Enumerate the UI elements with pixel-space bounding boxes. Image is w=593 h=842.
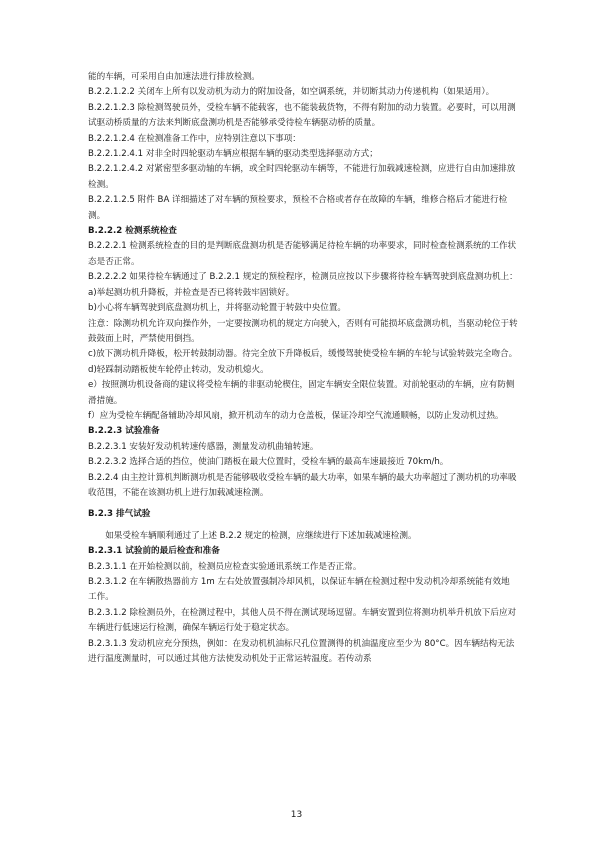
section-heading: B.2.2.2 检测系统检查 bbox=[88, 226, 177, 237]
list-item: e）按照测功机设备商的建议将受检车辆的非驱动轮楔住，固定车辆安全限位装置。对前轮驱动的车辆，应有防侧滑措施。 bbox=[88, 380, 515, 406]
list-item: d)轻踩制动踏板使车轮停止转动，发动机熄火。 bbox=[88, 364, 269, 375]
paragraph: B.2.2.2.1 检测系统检查的目的是判断底盘测功机是否能够满足待检车辆的功率要求，同时检查检测系统的工作状态是否正常。 bbox=[88, 241, 517, 267]
paragraph: B.2.2.3.2 选择合适的挡位，使油门踏板在最大位置时，受检车辆的最高车速最接近 70km/h。 bbox=[88, 457, 449, 468]
paragraph: B.2.2.1.2.4.2 对紧密型多驱动轴的车辆，或全时四轮驱动车辆等，不能进行加载减速检测，应进行自由加速排放检测。 bbox=[88, 164, 516, 190]
section-heading: B.2.3 排气试验 bbox=[88, 509, 151, 520]
list-item: f）应为受检车辆配备辅助冷却风扇，掀开机动车的动力仓盖板，保证冷却空气流通顺畅，以防止发动机过热。 bbox=[88, 410, 504, 421]
paragraph: 如果受检车辆顺利通过了上述 B.2.2 规定的检测，应继续进行下述加载减速检测。 bbox=[105, 530, 417, 541]
paragraph: B.2.3.1.1 在开始检测以前，检测员应检查实验通讯系统工作是否正常。 bbox=[88, 561, 362, 572]
page-body bbox=[88, 70, 518, 667]
page-number: 13 bbox=[290, 810, 303, 820]
list-item: b)小心将车辆驾驶到底盘测功机上，并将驱动轮置于转鼓中央位置。 bbox=[88, 303, 347, 314]
paragraph: B.2.2.1.2.5 附件 BA 详细描述了对车辆的预检要求，预检不合格或者存在故障的车辆，维修合格后才能进行检测。 bbox=[88, 195, 508, 221]
paragraph: B.2.2.4 由主控计算机判断测功机是否能够吸收受检车辆的最大功率，如果车辆的最大功率超过了测功机的功率吸收范围，不能在该测功机上进行加载减速检测。 bbox=[88, 472, 517, 498]
paragraph: B.2.3.1.3 发动机应充分预热，例如：在发动机机油标尺孔位置测得的机油温度应至少为 80°C。因车辆结构无法进行温度测量时，可以通过其他方法使发动机处于正常运转温度。若传动系 bbox=[88, 638, 515, 665]
note-text: 注意：除测功机允许双向操作外，一定要按测功机的规定方向驶入，否则有可能损坏底盘测功机，当驱动轮位于转鼓鼓面上时，严禁使用倒挡。 bbox=[88, 318, 518, 344]
list-item: a)举起测功机升降板，并检查是否已将转鼓牢固锁好。 bbox=[88, 287, 295, 298]
paragraph: B.2.2.1.2.3 除检测驾驶员外，受检车辆不能载客，也不能装载货物，不得有附加的动力装置。必要时，可以用测试驱动桥质量的方法来判断底盘测功机是否能够承受待检车辆驱动桥的质量。 bbox=[88, 102, 516, 129]
list-item: c)放下测功机升降板，松开转鼓制动器。待完全放下升降板后，缓慢驾驶使受检车辆的车轮与试验转鼓完全吻合。 bbox=[88, 349, 518, 360]
paragraph: B.2.2.1.2.2 关闭车上所有以发动机为动力的附加设备，如空调系统，并切断其动力传递机构（如果适用）。 bbox=[88, 87, 495, 98]
section-heading: B.2.2.3 试验准备 bbox=[88, 426, 160, 437]
paragraph: B.2.2.2.2 如果待检车辆通过了 B.2.2.1 规定的预检程序，检测员应按以下步骤将待检车辆驾驶到底盘测功机上： bbox=[88, 272, 518, 283]
paragraph: B.2.3.1.2 除检测员外，在检测过程中，其他人员不得在测试现场逗留。车辆安置到位将测功机举升机放下后应对车辆进行低速运行检测，确保车辆运行处于稳定状态。 bbox=[88, 607, 517, 634]
section-heading: B.2.3.1 试验前的最后检查和准备 bbox=[88, 546, 220, 557]
paragraph: B.2.2.1.2.4 在检测准备工作中，应特别注意以下事项： bbox=[88, 133, 301, 144]
paragraph: 能的车辆，可采用自由加速法进行排放检测。 bbox=[88, 72, 260, 82]
paragraph: B.2.2.3.1 安装好发动机转速传感器，测量发动机曲轴转速。 bbox=[88, 441, 319, 452]
paragraph: B.2.2.1.2.4.1 对非全时四轮驱动车辆应根据车辆的驱动类型选择驱动方式； bbox=[88, 149, 378, 160]
paragraph: B.2.3.1.2 在车辆散热器前方 1m 左右处放置强制冷却风机，以保证车辆在检测过程中发动机冷却系统能有效地工作。 bbox=[88, 577, 510, 603]
